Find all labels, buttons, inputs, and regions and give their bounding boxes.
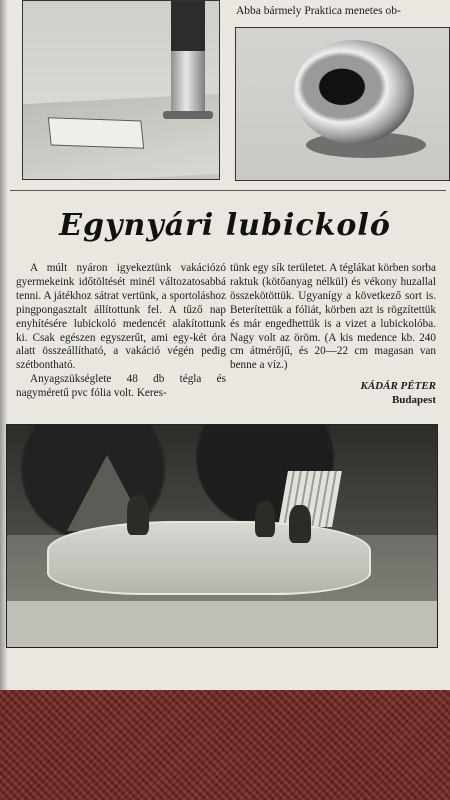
author-name: KÁDÁR PÉTER — [360, 380, 436, 393]
concrete-slab — [7, 601, 437, 647]
stand-top-shadow — [171, 1, 205, 51]
article-column-left — [16, 262, 226, 401]
paragraph: A múlt nyáron igyekeztünk vakációzó gyermekeink időtöltését minél változatosabbá tenni. A játékhoz sátrat vertünk, a sportoláshoz pingpongasztalt állítottunk fel. A tűző nap enyhítésére lubickoló medencét alakítottunk ki. Csak egészen egyszerűt, ami egy-két óra alatt összeállítható, a vakáció végén pedig szétbontható. — [16, 262, 226, 372]
photo-lens-adapter — [235, 27, 450, 181]
adapter-ring — [294, 40, 414, 144]
photo-camera-stand — [22, 0, 220, 180]
section-divider — [10, 190, 446, 191]
photo-backyard-pool — [6, 424, 438, 648]
article-column-right — [230, 262, 436, 407]
top-caption: Abba bármely Praktica menetes ob- — [236, 5, 401, 17]
author-byline — [230, 379, 436, 407]
article-title: Egynyári lubickoló — [59, 208, 391, 243]
pvc-pool — [47, 521, 371, 595]
paragraph: tünk egy sík területet. A téglákat körben sorba raktuk (kötőanyag nélkül) és vékony huzallal összekötöttük. Ugyanígy a következő sort is. Beterítettük a fóliát, körben azt is rögzítettük és már engedhettük is a vizet a lubickolóba. Nagy volt az öröm. (A kis medence kb. 240 cm átmérőjű, és 20—22 cm magasan van benne a víz.) — [230, 262, 436, 372]
stand-plate — [48, 117, 144, 149]
stand-foot — [163, 111, 213, 119]
child-figure — [127, 495, 149, 535]
paragraph: Anyagszükséglete 48 db tégla és nagyméretű pvc fólia volt. Keres- — [16, 373, 226, 400]
child-figure — [255, 501, 275, 537]
child-figure — [289, 505, 311, 543]
carpet-background — [0, 690, 450, 800]
author-city: Budapest — [391, 394, 436, 407]
